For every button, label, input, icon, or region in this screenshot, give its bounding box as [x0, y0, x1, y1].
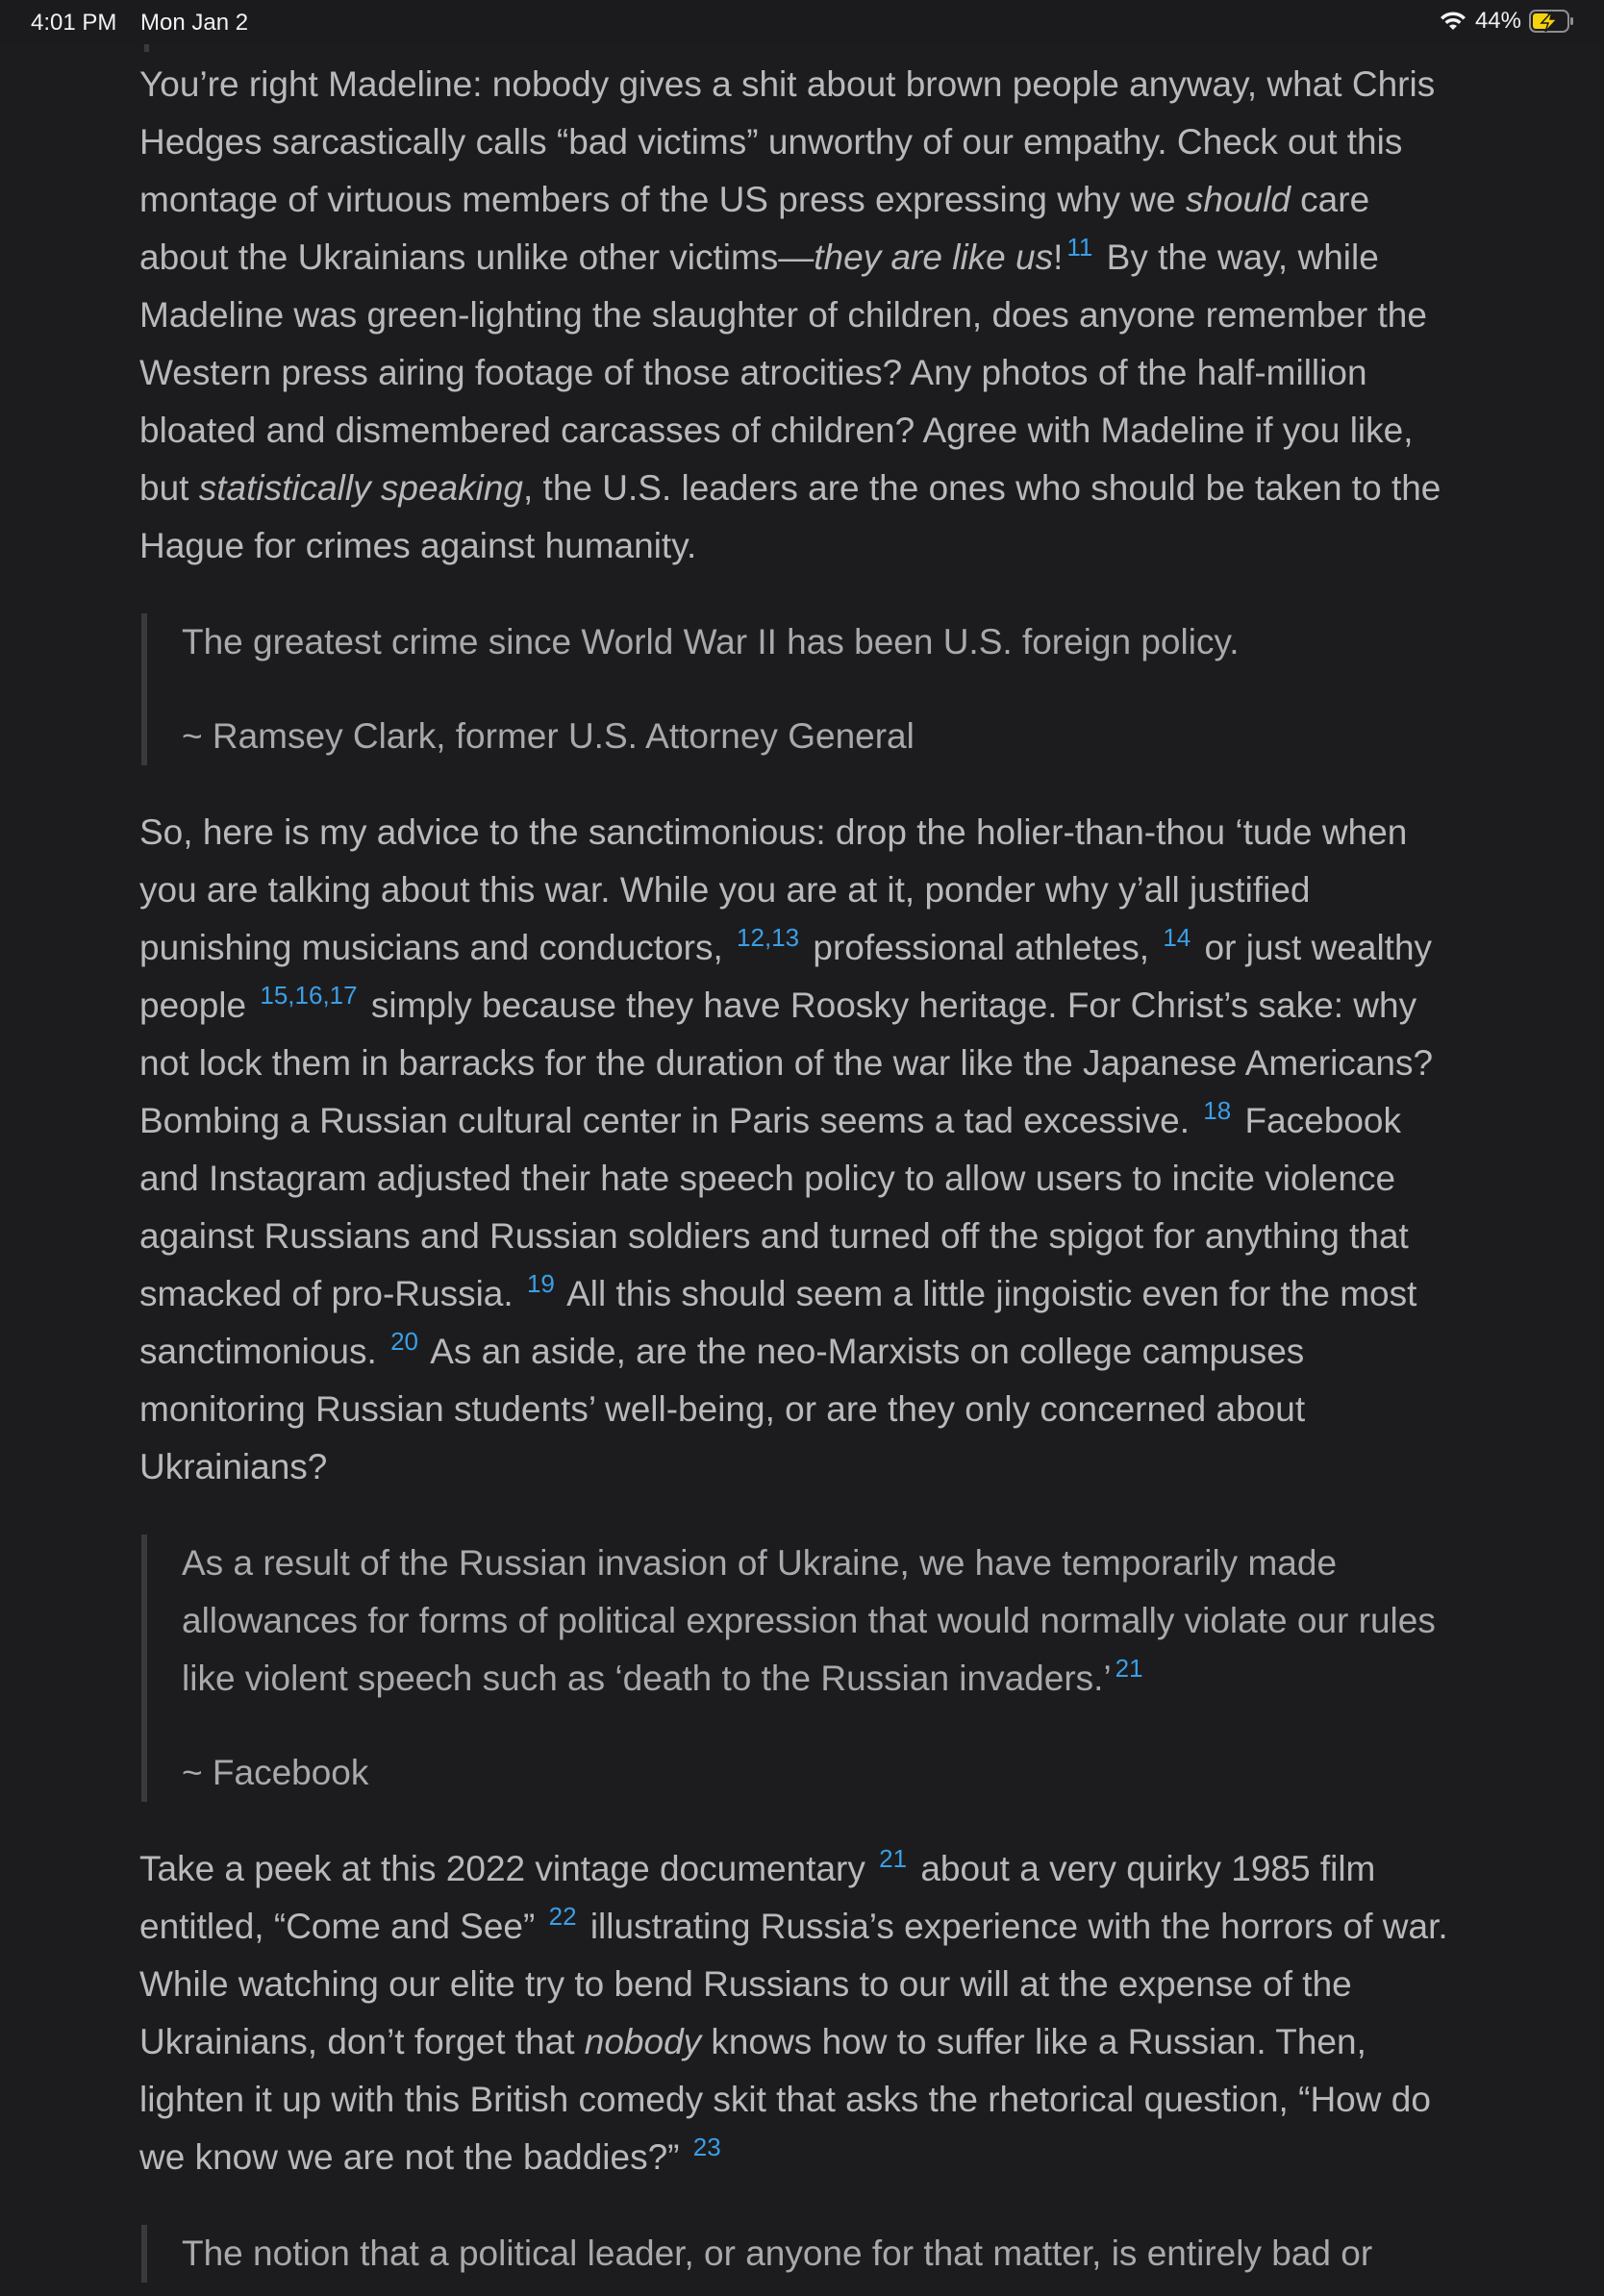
footnote-link[interactable]: 14 — [1163, 923, 1191, 952]
footnote-link[interactable]: 21 — [1115, 1654, 1143, 1683]
footnote-link[interactable]: 23 — [692, 2133, 721, 2161]
quote-attribution: ~ Facebook — [182, 1753, 369, 1792]
paragraph: So, here is my advice to the sanctimonious: drop the holier-than-thou ‘tude when you are talking about this war. While you are at it, ponder why y’all justified punishing musicians and conductors, $^{12,13}$ professional athletes, $^{14}$ or just wealthy people $^{15,16,17}$ simply because they have Roosky heritage. For Christ’s sake: why not lock them in barracks for the duration of the war like the Japanese Americans? Bombing a Russian cultural center in Paris seems a tad excessive. $^{18}$ Facebook and Instagram adjusted their hate speech policy to allow users to incite violence against Russians and Russian soldiers and turned off the spigot for anything that smacked of pro-Russia. $^{19}$ All this should seem a little jingoistic even for the most sanctimonious. $^{20}$ As an aside, are the neo-Marxists on college campuses monitoring Russian students’ well-being, or are they only concerned about Ukrainians? — [139, 812, 1434, 1486]
footnote-link[interactable]: 21 — [879, 1844, 908, 1873]
footnote-link[interactable]: 22 — [548, 1902, 577, 1931]
quote-text: As a result of the Russian invasion of Ukraine, we have temporarily made allowances for forms of political expression that would normally violate our rules like violent speech such as ‘death to the Russian invaders.’ $^{21}$ — [182, 1543, 1436, 1698]
status-bar — [0, 0, 1604, 44]
article-content — [139, 56, 1466, 2283]
wifi-icon — [1439, 10, 1467, 33]
battery-percentage: 44% — [1474, 8, 1521, 34]
footnote-link[interactable]: 18 — [1203, 1096, 1232, 1125]
footnote-link[interactable]: 19 — [526, 1269, 555, 1298]
quote-text: The notion that a political leader, or anyone for that matter, is entirely bad or — [182, 2234, 1373, 2273]
status-indicators — [1439, 8, 1575, 35]
quote-attribution: ~ Ramsey Clark, former U.S. Attorney General — [182, 716, 915, 756]
battery-charging-icon — [1529, 9, 1575, 34]
quote-text: The greatest crime since World War II has been U.S. foreign policy. — [182, 622, 1240, 661]
paragraph: You’re right Madeline: nobody gives a shit about brown people anyway, what Chris Hedges sarcastically calls “bad victims” unworthy of our empathy. Check out this montage of virtuous members of the US press expressing why we should care about the Ukrainians unlike other victims—they are like us! $^{11}$ By the way, while Madeline was green-lighting the slaughter of children, does anyone remember the Western press airing footage of those atrocities? Any photos of the half-million bloated and dismembered carcasses of children? Agree with Madeline if you like, but statistically speaking, the U.S. leaders are the ones who should be taken to the Hague for crimes against humanity. — [139, 64, 1441, 565]
footnote-link[interactable]: 11 — [1066, 233, 1093, 262]
status-time: 4:01 PM — [31, 10, 117, 36]
status-date: Mon Jan 2 — [140, 10, 249, 36]
blockquote — [141, 2225, 1466, 2283]
footnote-link[interactable]: 15,16,17 — [260, 981, 358, 1010]
footnote-link[interactable]: 12,13 — [737, 923, 800, 952]
blockquote — [141, 1535, 1466, 1802]
previous-quote-border — [144, 44, 149, 52]
blockquote — [141, 613, 1466, 765]
footnote-link[interactable]: 20 — [390, 1327, 418, 1356]
paragraph: Take a peek at this 2022 vintage documentary $^{21}$ about a very quirky 1985 film entitled, “Come and See” $^{22}$ illustrating Russia’s experience with the horrors of war. While watching our elite try to bend Russians to our will at the expense of the Ukrainians, don’t forget that nobody knows how to suffer like a Russian. Then, lighten it up with this British comedy skit that asks the rhetorical question, “How do we know we are not the baddies?” $^{23}$ — [139, 1844, 1448, 2177]
